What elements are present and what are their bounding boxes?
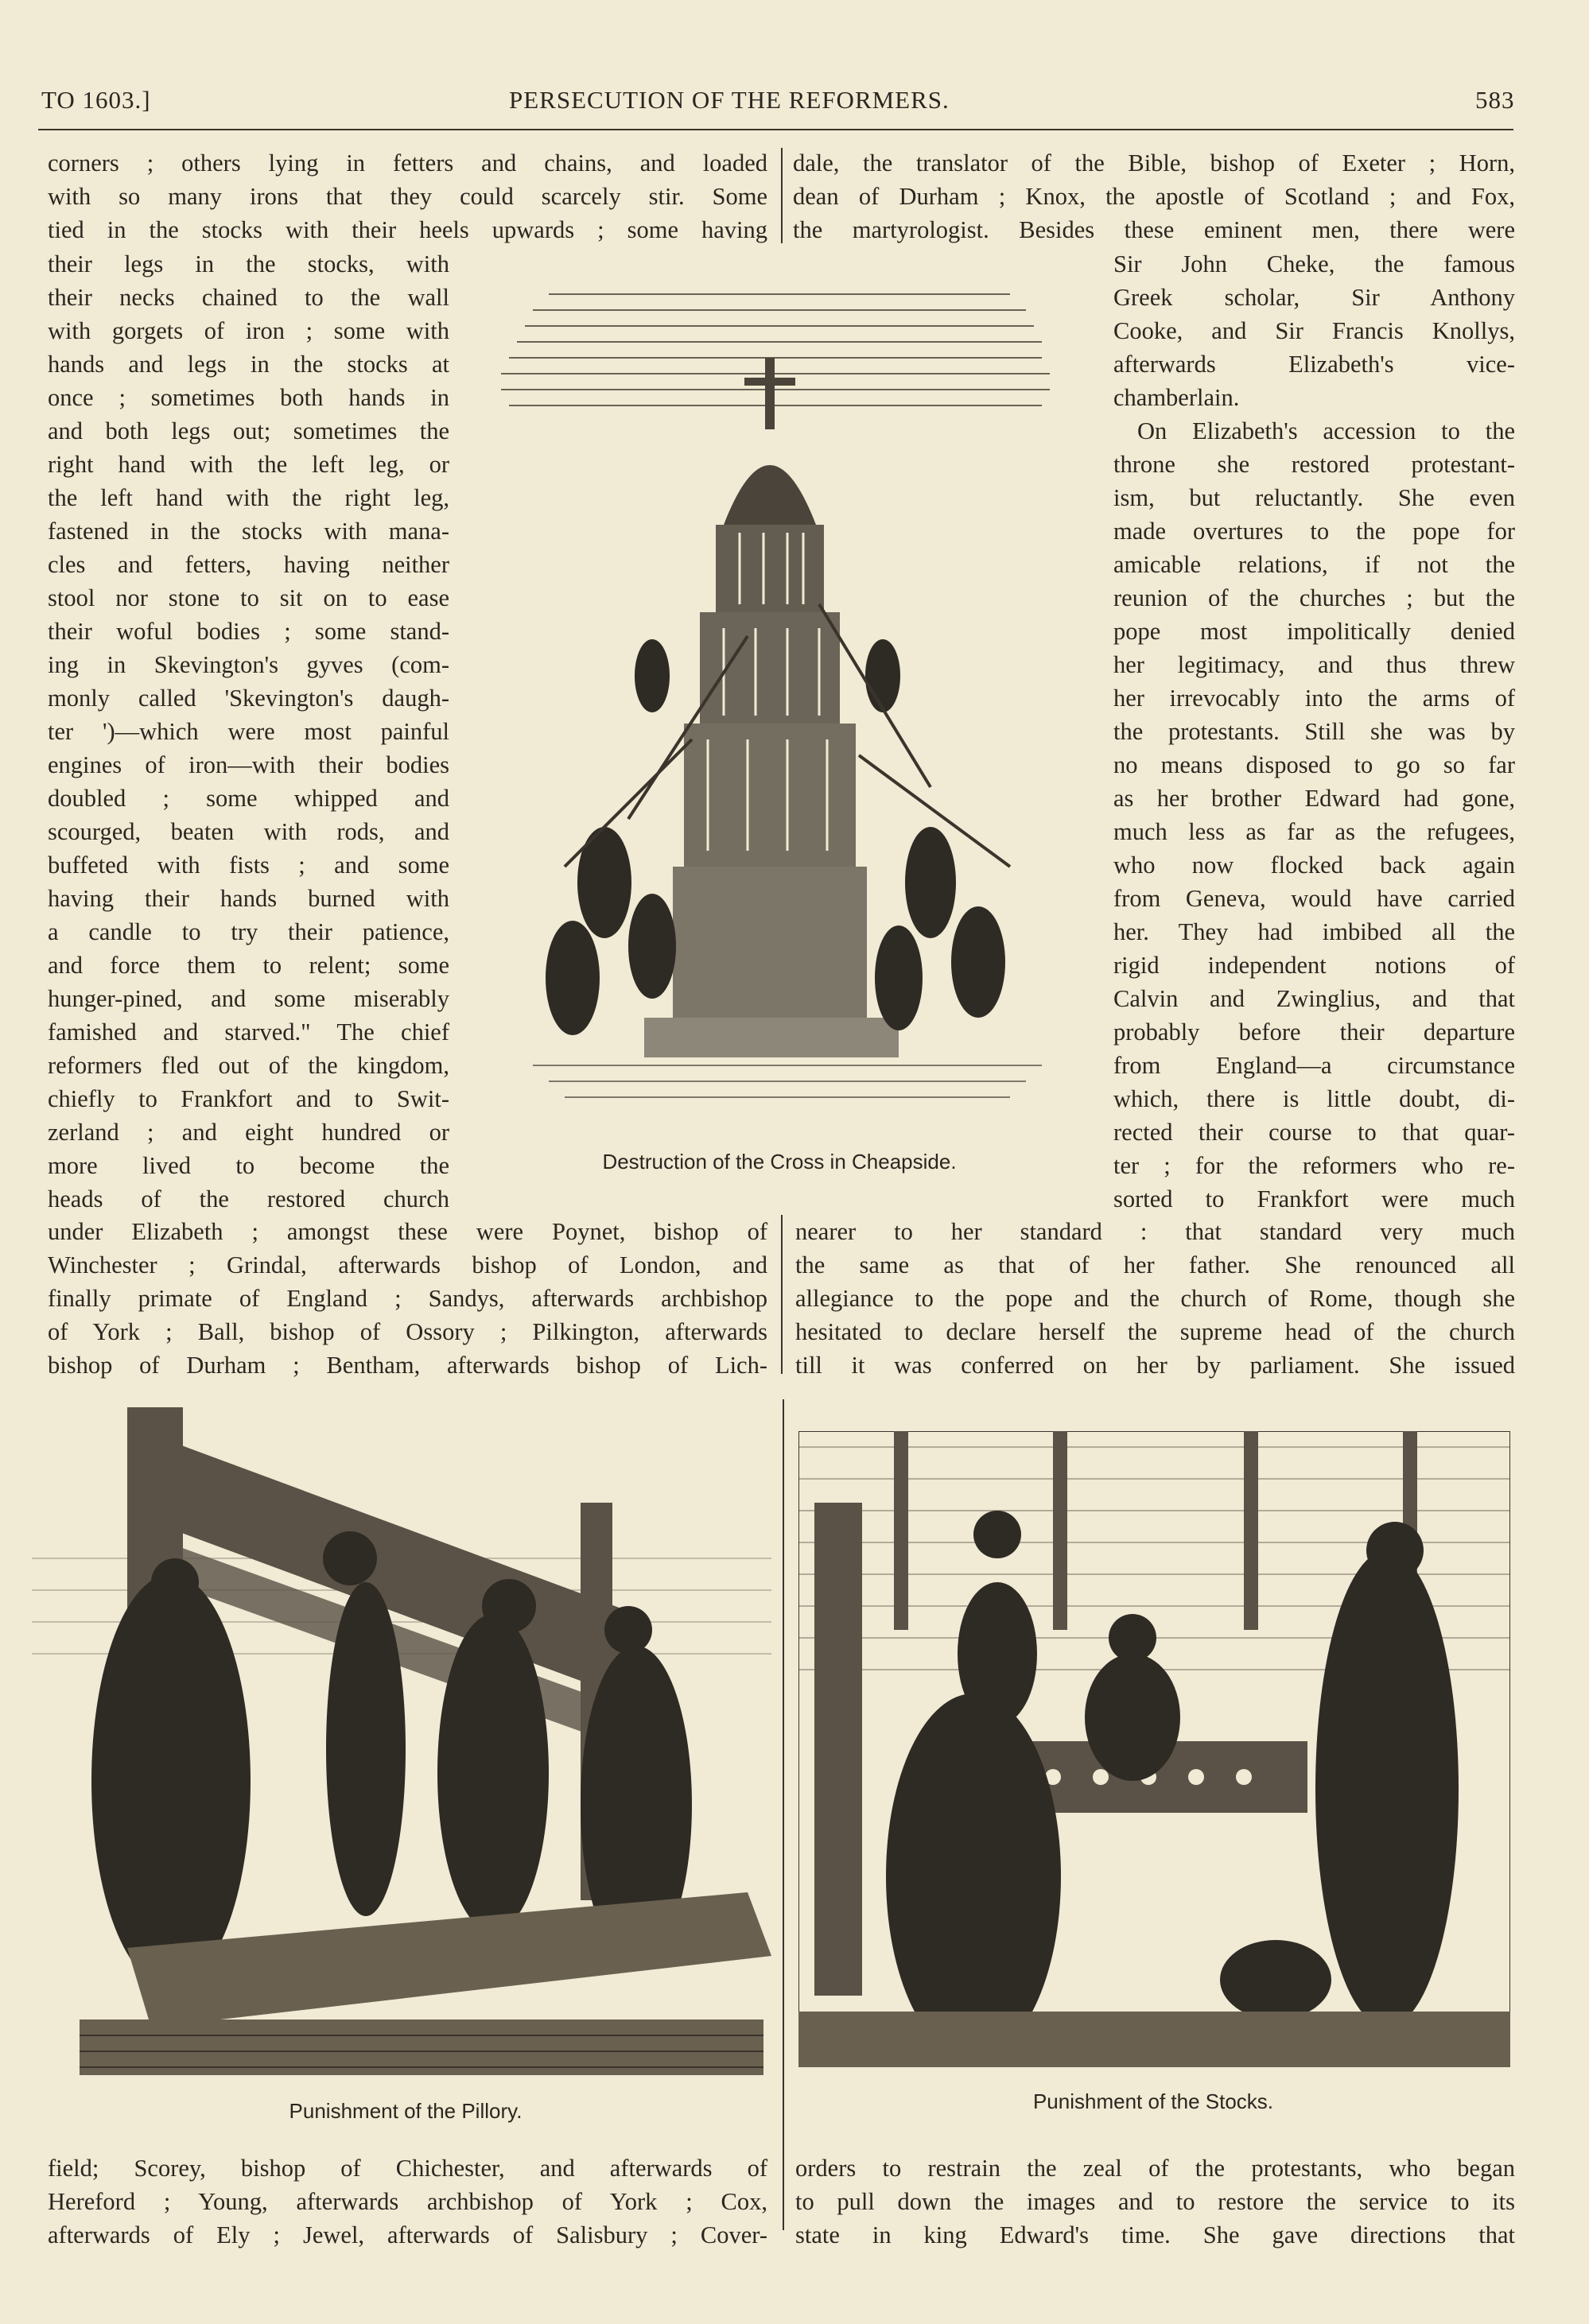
text-line: the same as that of her father. She renounced all [795, 1251, 1515, 1278]
text-line: as her brother Edward had gone, [1113, 785, 1515, 812]
text-line: her. They had imbibed all the [1113, 918, 1515, 945]
text-line: ism, but reluctantly. She even [1113, 484, 1515, 511]
text-line: corners ; others lying in fetters and chains, and loaded [48, 149, 767, 177]
illustration-cross-in-cheapside [485, 262, 1090, 1121]
text-line: her legitimacy, and thus threw [1113, 651, 1515, 678]
text-line: dale, the translator of the Bible, bishop of Exeter ; Horn, [793, 149, 1515, 177]
text-line: orders to restrain the zeal of the protestants, who began [795, 2155, 1515, 2182]
text-line: who now flocked back again [1113, 852, 1515, 879]
text-line: Sir John Cheke, the famous [1113, 250, 1515, 277]
text-line: of York ; Ball, bishop of Ossory ; Pilkington, afterwards [48, 1318, 767, 1345]
text-line: Cooke, and Sir Francis Knollys, [1113, 317, 1515, 344]
column-rule-top [781, 148, 783, 243]
caption-stocks: Punishment of the Stocks. [1032, 2089, 1274, 2113]
text-line: from England—a circumstance [1113, 1052, 1515, 1079]
text-line: till it was conferred on her by parliament. She issued [795, 1352, 1515, 1379]
text-line: monly called 'Skevington's daugh- [48, 685, 449, 712]
text-line: from Geneva, would have carried [1113, 885, 1515, 912]
header-rule [38, 129, 1513, 130]
illustration-stocks [798, 1431, 1510, 2067]
text-line: doubled ; some whipped and [48, 785, 449, 812]
text-line: the martyrologist. Besides these eminent men, there were [793, 216, 1515, 243]
text-line: cles and fetters, having neither [48, 551, 449, 578]
text-line: afterwards of Ely ; Jewel, afterwards of Salisbury ; Cover- [48, 2221, 767, 2248]
text-line: stool nor stone to sit on to ease [48, 584, 449, 611]
text-line: ter ; for the reformers who re- [1113, 1152, 1515, 1179]
text-line: with gorgets of iron ; some with [48, 317, 449, 344]
text-line: with so many irons that they could scarcely stir. Some [48, 183, 767, 210]
column-rule-lower [783, 1399, 784, 2230]
text-line: engines of iron—with their bodies [48, 751, 449, 778]
text-line: and force them to relent; some [48, 952, 449, 979]
text-line: bishop of Durham ; Bentham, afterwards bishop of Lich- [48, 1352, 767, 1379]
text-line: probably before their departure [1113, 1018, 1515, 1046]
text-line: no means disposed to go so far [1113, 751, 1515, 778]
text-line: On Elizabeth's accession to the [1137, 417, 1515, 444]
text-line: hesitated to declare herself the supreme head of the church [795, 1318, 1515, 1345]
text-line: state in king Edward's time. She gave directions that [795, 2221, 1515, 2248]
text-line: hands and legs in the stocks at [48, 351, 449, 378]
text-line: reformers fled out of the kingdom, [48, 1052, 449, 1079]
text-line: to pull down the images and to restore the service to its [795, 2188, 1515, 2215]
text-line: and both legs out; sometimes the [48, 417, 449, 444]
text-line: reunion of the churches ; but the [1113, 584, 1515, 611]
text-line: zerland ; and eight hundred or [48, 1119, 449, 1146]
text-line: sorted to Frankfort were much [1113, 1185, 1515, 1212]
text-line: allegiance to the pope and the church of Rome, though she [795, 1285, 1515, 1312]
text-line: Hereford ; Young, afterwards archbishop of York ; Cox, [48, 2188, 767, 2215]
text-line: once ; sometimes both hands in [48, 384, 449, 411]
text-line: made overtures to the pope for [1113, 518, 1515, 545]
text-line: much less as far as the refugees, [1113, 818, 1515, 845]
text-line: Calvin and Zwinglius, and that [1113, 985, 1515, 1012]
page-number: 583 [1475, 86, 1515, 114]
text-line: afterwards Elizabeth's vice- [1113, 351, 1515, 378]
text-line: nearer to her standard : that standard very much [795, 1218, 1515, 1245]
text-line: her irrevocably into the arms of [1113, 685, 1515, 712]
text-line: Winchester ; Grindal, afterwards bishop of London, and [48, 1251, 767, 1278]
running-head-left: TO 1603.] [41, 86, 151, 114]
text-line: the left hand with the right leg, [48, 484, 449, 511]
text-line: hunger-pined, and some miserably [48, 985, 449, 1012]
text-line: a candle to try their patience, [48, 918, 449, 945]
text-line: having their hands burned with [48, 885, 449, 912]
text-line: more lived to become the [48, 1152, 449, 1179]
text-line: fastened in the stocks with mana- [48, 518, 449, 545]
text-line: rected their course to that quar- [1113, 1119, 1515, 1146]
text-line: pope most impolitically denied [1113, 618, 1515, 645]
text-line: their woful bodies ; some stand- [48, 618, 449, 645]
text-line: amicable relations, if not the [1113, 551, 1515, 578]
text-line: scourged, beaten with rods, and [48, 818, 449, 845]
text-line: which, there is little doubt, di- [1113, 1085, 1515, 1112]
text-line: famished and starved." The chief [48, 1018, 449, 1046]
text-line: tied in the stocks with their heels upwards ; some having [48, 216, 767, 243]
text-line: their necks chained to the wall [48, 284, 449, 311]
text-line: ing in Skevington's gyves (com- [48, 651, 449, 678]
text-line: ter ')—which were most painful [48, 718, 449, 745]
text-line: under Elizabeth ; amongst these were Poynet, bishop of [48, 1218, 767, 1245]
column-rule-mid [781, 1215, 783, 1374]
text-line: chiefly to Frankfort and to Swit- [48, 1085, 449, 1112]
caption-pillory: Punishment of the Pillory. [289, 2099, 523, 2123]
illustration-pillory [32, 1399, 771, 2087]
text-line: Greek scholar, Sir Anthony [1113, 284, 1515, 311]
text-line: rigid independent notions of [1113, 952, 1515, 979]
text-line: throne she restored protestant- [1113, 451, 1515, 478]
text-line: chamberlain. [1113, 384, 1240, 411]
text-line: buffeted with fists ; and some [48, 852, 449, 879]
text-line: the protestants. Still she was by [1113, 718, 1515, 745]
text-line: finally primate of England ; Sandys, afterwards archbishop [48, 1285, 767, 1312]
text-line: dean of Durham ; Knox, the apostle of Scotland ; and Fox, [793, 183, 1515, 210]
page-title: PERSECUTION OF THE REFORMERS. [509, 86, 950, 114]
text-line: heads of the restored church [48, 1185, 449, 1212]
text-line: field; Scorey, bishop of Chichester, and afterwards of [48, 2155, 767, 2182]
text-line: right hand with the left leg, or [48, 451, 449, 478]
text-line: their legs in the stocks, with [48, 250, 449, 277]
caption-cross: Destruction of the Cross in Cheapside. [602, 1150, 957, 1174]
